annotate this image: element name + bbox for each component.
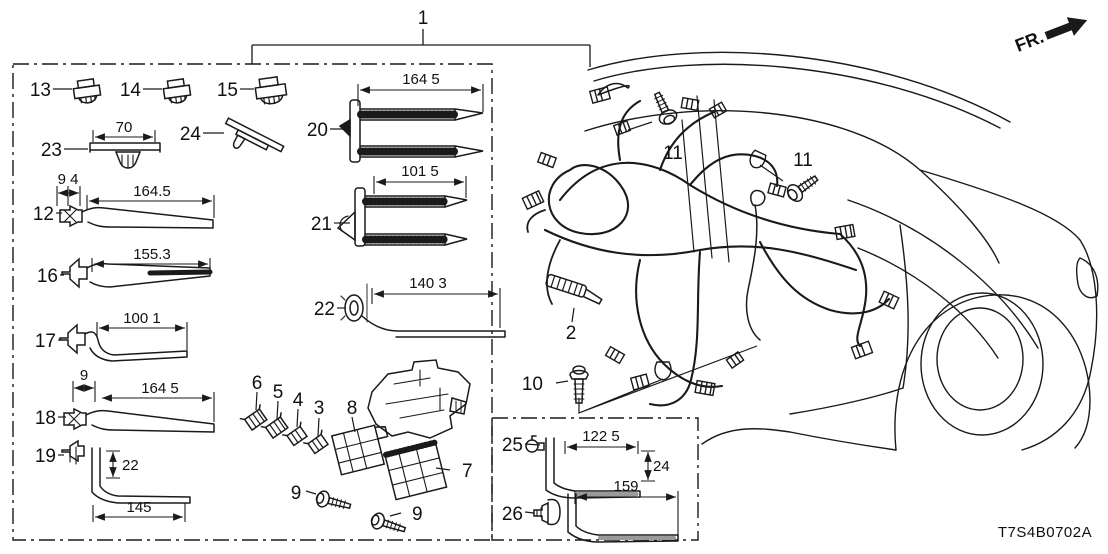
callout-18: 18 <box>34 408 56 429</box>
dim-26 <box>575 478 678 536</box>
part-26-icon <box>534 494 678 542</box>
harness-trunk-lower <box>545 230 856 270</box>
harness-branch-down-1 <box>636 260 722 387</box>
fender-crease-lower <box>858 248 998 358</box>
dim-16-text: 155.3 <box>133 246 171 263</box>
thin-wire-hook <box>751 190 765 205</box>
dim-21-text: 101 5 <box>401 163 439 180</box>
wheel-arch <box>895 295 1090 450</box>
dim-25a <box>565 428 638 454</box>
clip-13-icon <box>72 78 101 104</box>
callout-7: 7 <box>462 461 473 482</box>
dim-20-text: 164 5 <box>402 71 440 88</box>
dim-21 <box>374 163 466 198</box>
front-direction-indicator <box>1012 10 1090 57</box>
dim-12a-text: 9 4 <box>57 171 79 188</box>
part-24-icon <box>218 118 284 167</box>
part-18-icon <box>64 409 214 432</box>
callout-4: 4 <box>292 390 304 411</box>
parts-box-border <box>13 64 492 540</box>
dim-18b <box>102 380 214 422</box>
callout-13: 13 <box>29 80 51 101</box>
part-23-icon <box>90 143 160 168</box>
callout-6: 6 <box>251 373 263 394</box>
ground-clamp <box>655 362 671 380</box>
callout-8: 8 <box>346 398 358 419</box>
leader-6 <box>256 392 257 410</box>
wheel-rim <box>937 308 1023 410</box>
callout-26: 26 <box>501 504 523 525</box>
part-2-icon <box>545 274 604 304</box>
leader-9a <box>306 491 316 494</box>
bolt-11b-icon <box>784 171 821 205</box>
callout-17: 17 <box>34 331 56 352</box>
dim-19b-text: 145 <box>126 499 152 516</box>
part-21-icon <box>338 188 467 246</box>
part-12-icon <box>60 206 213 228</box>
bolt-9b-icon <box>369 511 407 537</box>
rocker-line <box>702 429 896 450</box>
callout-12: 12 <box>32 204 54 225</box>
callout-9a: 9 <box>290 483 302 504</box>
dim-19a <box>106 451 139 478</box>
callout-3: 3 <box>313 398 325 419</box>
dash-cutaway-lines <box>682 96 729 262</box>
part-icons <box>57 76 821 542</box>
callout-11a: 11 <box>663 143 683 164</box>
callout-1-bracket <box>252 29 590 67</box>
dim-18a <box>73 367 95 402</box>
thin-wire <box>747 205 761 340</box>
callout-2: 2 <box>565 323 577 344</box>
dim-12b-text: 164.5 <box>133 183 171 200</box>
bolt-9a-icon <box>315 490 352 514</box>
harness-left-tails <box>527 210 560 304</box>
leader-10 <box>556 381 568 383</box>
dim-23 <box>93 119 155 142</box>
callout-21: 21 <box>310 214 332 235</box>
callout-22: 22 <box>313 299 335 320</box>
callout-9b: 9 <box>412 504 423 525</box>
part-20-icon <box>340 100 483 162</box>
callout-23: 23 <box>40 140 62 161</box>
diagram-code: T7S4B0702A <box>997 524 1093 541</box>
callout-15: 15 <box>216 80 238 101</box>
leader-11a <box>628 122 652 130</box>
callout-20: 20 <box>306 120 328 141</box>
callout-25: 25 <box>501 435 523 456</box>
dim-18b-text: 164 5 <box>141 380 179 397</box>
headlight-shape <box>1077 258 1098 298</box>
dim-19a-text: 22 <box>122 457 139 474</box>
dimension-annotations <box>57 71 678 536</box>
dim-25b <box>641 451 670 481</box>
dim-18a-text: 9 <box>79 367 89 384</box>
leader-11b <box>760 165 783 181</box>
dim-23-text: 70 <box>115 119 133 136</box>
leader-4 <box>297 409 298 427</box>
dim-17 <box>97 310 187 350</box>
dim-17-text: 100 1 <box>123 310 161 327</box>
callout-19: 19 <box>34 446 56 467</box>
fender-crease-upper <box>848 200 1038 348</box>
callout-10: 10 <box>521 374 543 395</box>
tire-outline <box>921 293 1043 435</box>
dim-12a <box>57 171 80 206</box>
clip-3-icon <box>304 430 331 455</box>
leader-3 <box>318 418 319 436</box>
part-7-icon <box>385 442 447 499</box>
leader-7 <box>436 468 450 470</box>
bolt-10-icon <box>570 366 588 403</box>
front-label: FR. <box>1012 26 1047 56</box>
dim-22 <box>372 275 500 328</box>
dim-16 <box>92 246 210 272</box>
roof-line-outer <box>588 52 1010 122</box>
callout-11b: 11 <box>793 150 813 171</box>
leader-26 <box>525 512 534 513</box>
leader-9b <box>390 513 401 516</box>
leader-5 <box>277 401 278 419</box>
callout-14: 14 <box>119 80 141 101</box>
dim-20 <box>358 71 483 112</box>
dim-26-text: 159 <box>613 478 639 495</box>
callout-24: 24 <box>179 124 201 145</box>
door-edge-line <box>900 225 908 388</box>
dim-25b-text: 24 <box>653 458 670 475</box>
part-17-icon <box>60 325 187 361</box>
bolt-11a-icon <box>649 90 679 128</box>
harness-branch-right-2 <box>840 234 866 346</box>
clip-14-icon <box>162 78 191 104</box>
callout-5: 5 <box>272 382 284 403</box>
callout-16: 16 <box>36 266 58 287</box>
dim-25a-text: 122 5 <box>582 428 620 445</box>
sill-step-line <box>790 388 903 414</box>
a-pillar-line <box>585 111 999 263</box>
panel-frames <box>13 29 698 540</box>
callout-1: 1 <box>417 8 429 29</box>
dim-22-text: 140 3 <box>409 275 447 292</box>
part-16-icon <box>62 259 210 287</box>
clip-15-icon <box>254 76 287 106</box>
antenna-wire <box>598 84 629 95</box>
front-arrow-icon <box>1042 11 1090 45</box>
leader-2 <box>572 308 574 322</box>
